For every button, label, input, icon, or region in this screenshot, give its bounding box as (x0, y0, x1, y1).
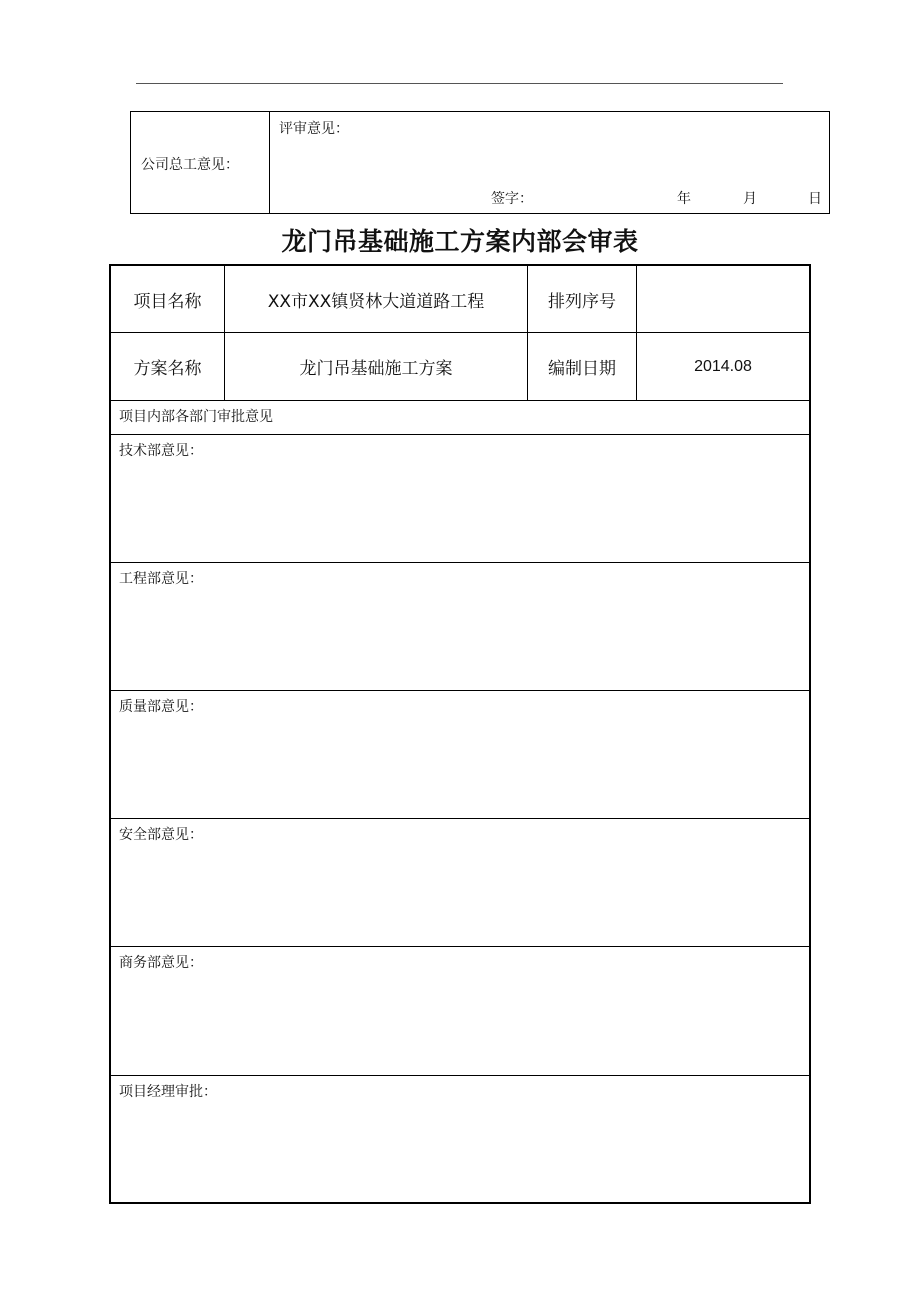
project-manager-approval: 项目经理审批： (119, 1084, 217, 1100)
commerce-dept-opinion: 商务部意见： (119, 955, 203, 971)
review-table (109, 264, 811, 1204)
row-line (111, 400, 809, 401)
plan-name-value: 龙门吊基础施工方案 (299, 359, 453, 379)
plan-name-label: 方案名称 (133, 359, 202, 379)
date-value: 2014.08 (694, 357, 752, 375)
engineering-dept-opinion: 工程部意见： (119, 571, 203, 587)
project-name-value: XX市XX镇贤林大道道路工程 (267, 291, 485, 312)
document-title: 龙门吊基础施工方案内部会审表 (281, 227, 639, 256)
row-line (111, 562, 809, 563)
chief-box-divider (269, 112, 270, 213)
chief-engineer-box (130, 111, 830, 214)
tech-dept-opinion: 技术部意见： (119, 443, 203, 459)
safety-dept-opinion: 安全部意见： (119, 827, 203, 843)
review-opinion-label: 评审意见： (279, 121, 349, 137)
row-line (111, 946, 809, 947)
chief-engineer-label: 公司总工意见： (141, 157, 239, 173)
row-line (111, 1075, 809, 1076)
row-line (111, 690, 809, 691)
signature-label: 签字： (491, 191, 533, 207)
row-line (111, 818, 809, 819)
row-line (111, 434, 809, 435)
header-rule (136, 83, 783, 84)
sequence-value (637, 266, 809, 332)
project-name-label: 项目名称 (133, 291, 202, 312)
dept-review-header: 项目内部各部门审批意见 (119, 409, 273, 425)
quality-dept-opinion: 质量部意见： (119, 699, 203, 715)
year-label: 年 (677, 191, 691, 207)
sequence-label: 排列序号 (548, 291, 616, 312)
month-label: 月 (743, 191, 757, 207)
date-label: 编制日期 (548, 359, 616, 379)
day-label: 日 (808, 191, 822, 207)
